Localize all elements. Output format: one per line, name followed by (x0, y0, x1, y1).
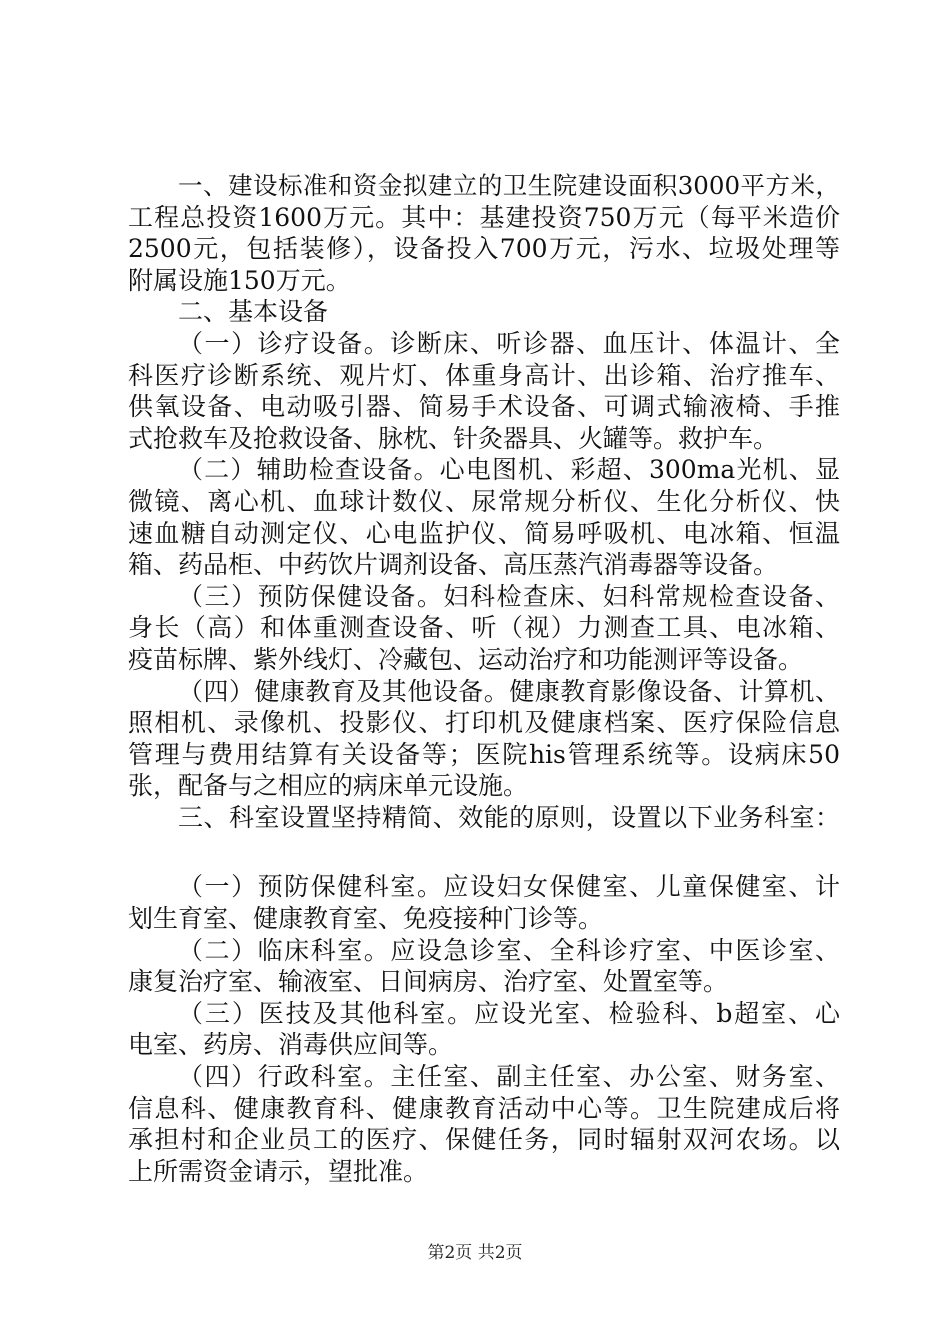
paragraph-line: 附属设施150万元。 (128, 265, 351, 295)
paragraph-line: 微镜、离心机、血球计数仪、尿常规分析仪、生化分析仪、快 (128, 486, 840, 516)
paragraph-line: 式抢救车及抢救设备、脉枕、针灸器具、火罐等。救护车。 (128, 423, 779, 453)
section-heading: 三、科室设置坚持精简、效能的原则，设置以下业务科室： (178, 802, 840, 832)
document-body (128, 170, 840, 1187)
paragraph-line: 一、建设标准和资金拟建立的卫生院建设面积3000平方米， (178, 171, 840, 200)
paragraph-line: 工程总投资1600万元。其中：基建投资750万元（每平米造价 (128, 202, 840, 232)
paragraph-line: （二）辅助检查设备。心电图机、彩超、300ma光机、显 (178, 455, 840, 485)
paragraph-line: 划生育室、健康教育室、免疫接种门诊等。 (128, 904, 604, 934)
paragraph-line: 照相机、录像机、投影仪、打印机及健康档案、医疗保险信息 (128, 708, 840, 738)
paragraph-line: 2500元，包括装修），设备投入700万元，污水、垃圾处理等 (128, 234, 840, 264)
page-number: 第2页 共2页 (427, 1243, 523, 1263)
paragraph-line: （二）临床科室。应设急诊室、全科诊疗室、中医诊室、 (178, 935, 840, 965)
paragraph-line: 上所需资金请示，望批准。 (128, 1156, 429, 1186)
paragraph-line: （三）医技及其他科室。应设光室、检验科、b超室、心 (178, 998, 840, 1028)
blank-line (128, 833, 840, 871)
paragraph-line: （四）健康教育及其他设备。健康教育影像设备、计算机、 (178, 676, 840, 706)
paragraph-line: 张，配备与之相应的病床单元设施。 (128, 771, 529, 801)
paragraph-line: 身长（高）和体重测查设备、听（视）力测查工具、电冰箱、 (128, 613, 840, 643)
paragraph-line: 疫苗标牌、紫外线灯、冷藏包、运动治疗和功能测评等设备。 (128, 644, 804, 674)
paragraph-line: （一）预防保健科室。应设妇女保健室、儿童保健室、计 (178, 872, 840, 902)
paragraph-line: （三）预防保健设备。妇科检查床、妇科常规检查设备、 (178, 581, 840, 611)
paragraph-line: （一）诊疗设备。诊断床、听诊器、血压计、体温计、全 (178, 328, 840, 358)
section-heading: 二、基本设备 (178, 297, 329, 327)
paragraph-line: 信息科、健康教育科、健康教育活动中心等。卫生院建成后将 (128, 1093, 840, 1123)
paragraph-line: 速血糖自动测定仪、心电监护仪、简易呼吸机、电冰箱、恒温 (128, 518, 840, 548)
paragraph-line: 管理与费用结算有关设备等；医院his管理系统等。设病床50 (128, 739, 840, 769)
paragraph-line: 供氧设备、电动吸引器、简易手术设备、可调式输液椅、手推 (128, 392, 840, 422)
paragraph-line: 科医疗诊断系统、观片灯、体重身高计、出诊箱、治疗推车、 (128, 360, 840, 390)
paragraph-line: 箱、药品柜、中药饮片调剂设备、高压蒸汽消毒器等设备。 (128, 550, 779, 580)
paragraph-line: 康复治疗室、输液室、日间病房、治疗室、处置室等。 (128, 967, 729, 997)
paragraph-line: 电室、药房、消毒供应间等。 (128, 1030, 454, 1060)
paragraph-line: （四）行政科室。主任室、副主任室、办公室、财务室、 (178, 1062, 840, 1092)
paragraph-line: 承担村和企业员工的医疗、保健任务，同时辐射双河农场。以 (128, 1125, 840, 1155)
